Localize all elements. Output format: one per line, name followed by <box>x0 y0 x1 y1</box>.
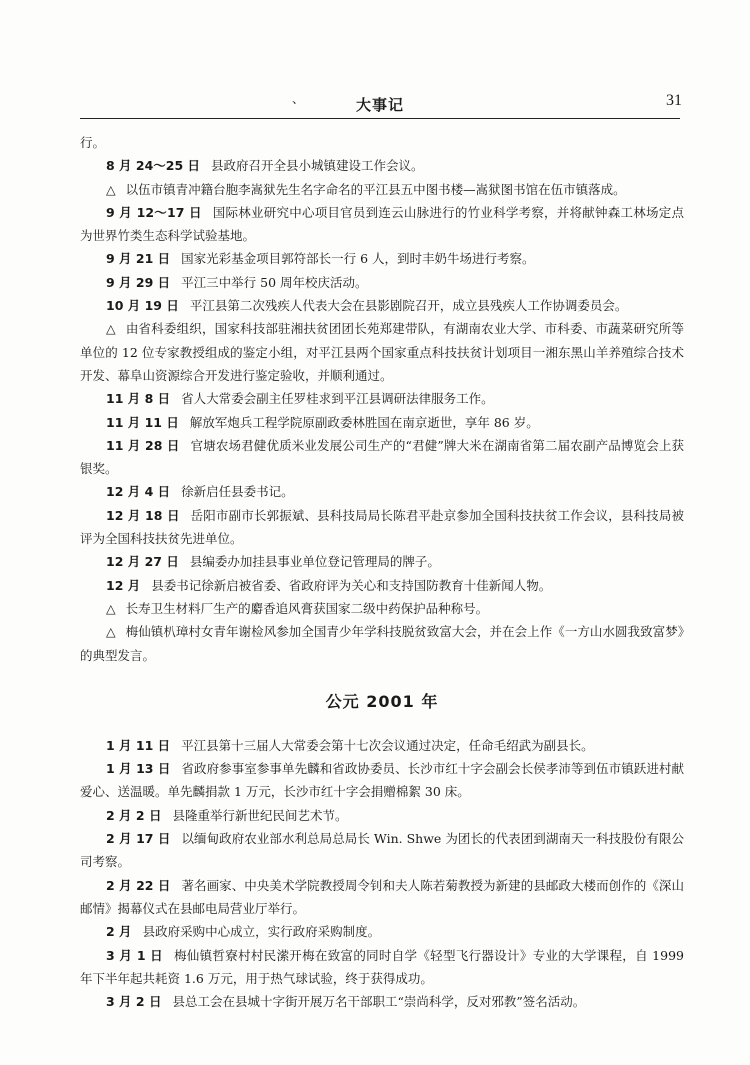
entry-date: 11 月 11 日 <box>106 414 179 430</box>
entry-text: 国际林业研究中心项目官员到连云山脉进行的竹业科学考察，并将献钟森工林场定点为世界竹类生态科学试验基地。 <box>80 204 684 244</box>
triangle-bullet-icon: △ <box>106 624 116 640</box>
entry-text: 县编委办加挂县事业单位登记管理局的牌子。 <box>189 554 440 570</box>
entry-text: 县总工会在县城十字街开展万名干部职工“崇尚科学，反对邪教”签名活动。 <box>172 994 586 1010</box>
year-heading: 公元 2001 年 <box>325 691 439 711</box>
entries-after <box>80 734 684 1014</box>
entry-text: 长寿卫生材料厂生产的麝香追风膏获国家二级中药保护品种称号。 <box>125 600 489 616</box>
chronicle-entry <box>80 247 684 270</box>
entry-text: 平江县第二次残疾人代表大会在县影剧院召开，成立县残疾人工作协调委员会。 <box>189 298 628 314</box>
entry-date: 12 月 18 日 <box>106 507 180 523</box>
chronicle-entry <box>80 201 684 248</box>
entry-date: 12 月 <box>106 577 141 593</box>
chronicle-entry <box>80 757 684 804</box>
entry-date: 8 月 24～25 日 <box>106 158 201 174</box>
entry-text: 省政府参事室参事单先麟和省政协委员、长沙市红十字会副会长侯孝沛等到伍市镇跃进村献爱心、送温暖。单先麟捐款 1 万元，长沙市红十字会捐赠棉絮 30 床。 <box>80 761 684 800</box>
entry-text: 梅仙镇哲寮村村民潆开梅在致富的同时自学《轻型飞行器设计》专业的大学课程，自 1999 年下半年起共耗资 1.6 万元，用于热气球试验，终于获得成功。 <box>80 947 684 986</box>
entry-text: 县政府召开全县小城镇建设工作会议。 <box>211 158 424 174</box>
triangle-bullet-icon: △ <box>106 600 116 616</box>
entry-text: 官塘农场君健优质米业发展公司生产的“君健”牌大米在湖南省第二届农副产品博览会上获银奖。 <box>80 437 684 477</box>
chronicle-entry <box>80 990 684 1013</box>
header-mark: 、 <box>292 92 305 106</box>
chronicle-entry <box>80 411 684 434</box>
chronicle-entry <box>80 131 684 154</box>
entry-date: 2 月 17 日 <box>106 831 171 847</box>
entry-date: 12 月 4 日 <box>106 484 171 500</box>
triangle-bullet-icon: △ <box>106 181 116 197</box>
entry-text: 徐新启任县委书记。 <box>181 484 294 500</box>
chronicle-entry <box>80 504 684 551</box>
chronicle-entry <box>80 574 684 597</box>
entry-text: 著名画家、中央美术学院教授周令钊和夫人陈若菊教授为新建的县邮政大楼而创作的《深山邮情》揭幕仪式在县邮电局营业厅举行。 <box>80 877 684 916</box>
entry-text: 由省科委组织，国家科技部驻湘扶贫团团长苑郑建带队，有湖南农业大学、市科委、市蔬菜研究所等单位的 12 位专家教授组成的鉴定小组，对平江县两个国家重点科技扶贫计划项目一湘东黑山羊养殖综合技术开发、幕阜山资源综合开发进行鉴定验收，并顺利通过。 <box>80 321 684 383</box>
chronicle-entry <box>80 317 684 387</box>
page-number: 31 <box>666 92 682 109</box>
chronicle-entry <box>80 294 684 317</box>
entry-text: 解放军炮兵工程学院原副政委林胜国在南京逝世，享年 86 岁。 <box>189 414 539 430</box>
chronicle-entry <box>80 178 684 201</box>
chronicle-entry <box>80 827 684 874</box>
entry-date: 3 月 1 日 <box>106 947 163 963</box>
entry-date: 12 月 27 日 <box>106 554 179 570</box>
entry-text: 省人大常委会副主任罗桂求到平江县调研法律服务工作。 <box>181 391 494 407</box>
entry-text: 县政府采购中心成立，实行政府采购制度。 <box>142 924 381 940</box>
chronicle-entry <box>80 387 684 410</box>
entry-date: 1 月 11 日 <box>106 737 171 753</box>
entry-text: 县委书记徐新启被省委、省政府评为关心和支持国防教育十佳新闻人物。 <box>151 577 552 593</box>
chronicle-entry <box>80 620 684 667</box>
chronicle-entry <box>80 550 684 573</box>
entry-date: 11 月 28 日 <box>106 437 180 453</box>
chronicle-entry <box>80 804 684 827</box>
entry-date: 10 月 19 日 <box>106 298 179 314</box>
triangle-bullet-icon: △ <box>106 321 116 337</box>
chronicle-entry <box>80 944 684 991</box>
chronicle-entry <box>80 734 684 757</box>
entries-before <box>80 131 684 667</box>
entry-date: 9 月 29 日 <box>106 274 171 290</box>
entry-date: 9 月 12～17 日 <box>106 204 202 220</box>
running-title: 大事记 <box>355 96 404 114</box>
entry-date: 2 月 2 日 <box>106 807 162 823</box>
chronicle-entry <box>80 154 684 177</box>
chronicle-entry <box>80 434 684 481</box>
entry-date: 2 月 <box>106 924 132 940</box>
entry-text: 以缅甸政府农业部水利总局总局长 Win. Shwe 为团长的代表团到湖南天一科技股份有限公司考察。 <box>80 831 684 870</box>
chronicle-entry <box>80 271 684 294</box>
page-header <box>80 88 680 118</box>
entry-text: 行。 <box>80 135 106 150</box>
entry-text: 平江三中举行 50 周年校庆活动。 <box>181 274 368 290</box>
entry-date: 1 月 13 日 <box>106 761 171 777</box>
entry-text: 梅仙镇朳璋村女青年谢检风参加全国青少年学科技脱贫致富大会，并在会上作《一方山水圆我致富梦》的典型发言。 <box>80 624 684 663</box>
entry-date: 9 月 21 日 <box>106 251 171 267</box>
chronicle-entry <box>80 874 684 921</box>
entry-text: 国家光彩基金项目郭符部长一行 6 人，到时丰奶牛场进行考察。 <box>181 251 535 267</box>
header-rule <box>80 118 680 119</box>
entry-text: 平江县第十三届人大常委会第十七次会议通过决定，任命毛绍武为副县长。 <box>181 737 594 753</box>
chronicle-entry <box>80 920 684 943</box>
chronicle-entry <box>80 480 684 503</box>
entry-date: 3 月 2 日 <box>106 994 162 1010</box>
entry-text: 以伍市镇青冲籍台胞李嵩狱先生名字命名的平江县五中图书楼—嵩狱图书馆在伍市镇落成。 <box>125 181 626 197</box>
entry-text: 岳阳市副市长郭振斌、县科技局局长陈君平赴京参加全国科技扶贫工作会议，县科技局被评为全国科技扶贫先进单位。 <box>80 507 684 547</box>
chronicle-entry <box>80 597 684 620</box>
entry-date: 11 月 8 日 <box>106 391 171 407</box>
entry-text: 县隆重举行新世纪民间艺术节。 <box>172 807 348 823</box>
entry-date: 2 月 22 日 <box>106 877 171 893</box>
chronicle-content <box>80 131 684 1013</box>
